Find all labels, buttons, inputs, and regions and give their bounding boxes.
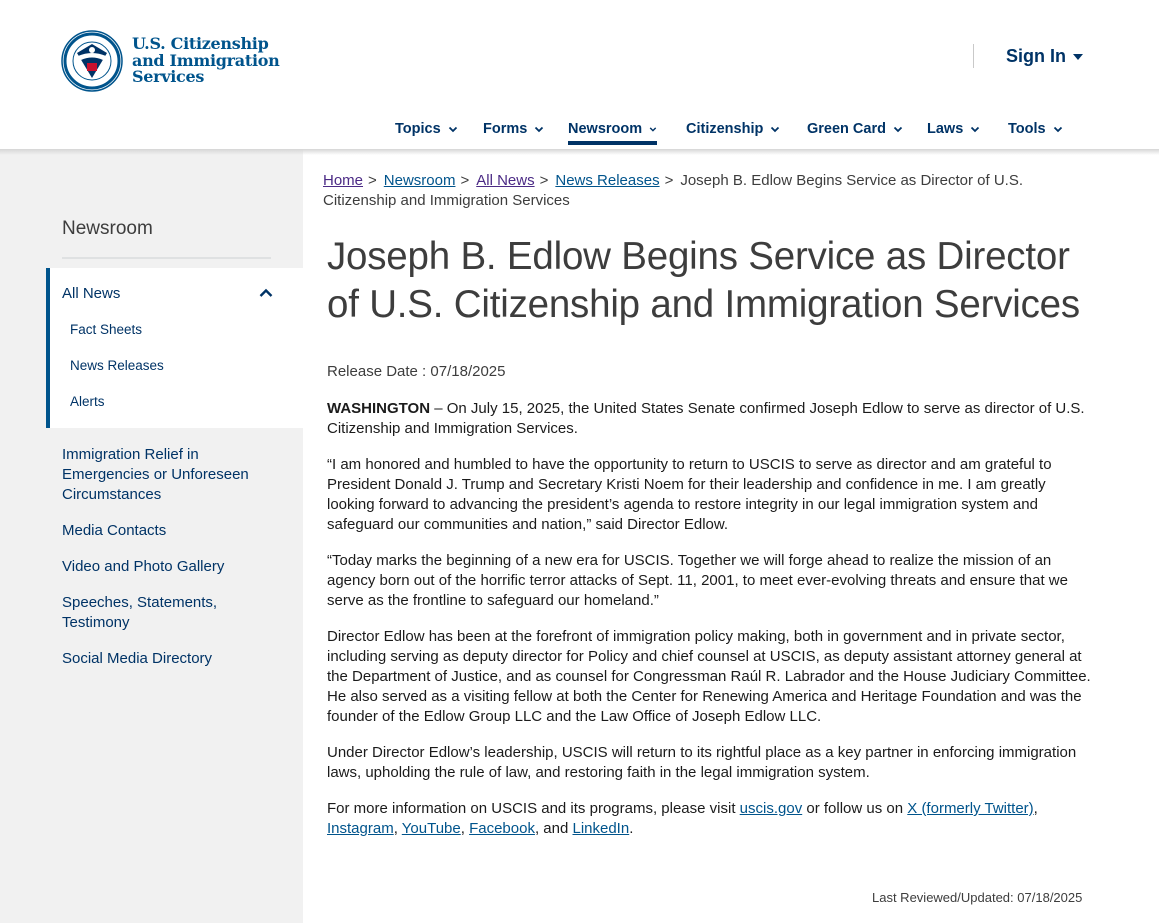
nav-topics-label: Topics [395, 121, 441, 137]
sidebar-item-immigration-relief[interactable]: Immigration Relief in Emergencies or Unforeseen Circumstances [62, 446, 249, 503]
breadcrumb-separator: > [539, 172, 549, 189]
agency-name [132, 36, 279, 86]
nav-laws-label: Laws [927, 121, 964, 137]
comma: , [393, 820, 402, 837]
release-date-label: Release Date : [327, 363, 427, 380]
comma: , [1033, 800, 1038, 817]
nav-newsroom-label: Newsroom [568, 121, 643, 137]
sidebar-title: Newsroom [62, 218, 153, 239]
article-paragraph-4: Director Edlow has been at the forefront of immigration policy making, both in government and in private sector, including serving as deputy director for Policy and chief counsel at USCIS, as deputy assistant attorney general at the Department of Justice, and as counsel for Congressman Raúl R. Labrador and the House Judiciary Committee. He also served as a visiting fellow at both the Center for Renewing America and Heritage Foundation and was the founder of the Edlow Group LLC and the Law Office of Joseph Edlow LLC. [327, 628, 1091, 725]
sign-in-label: Sign In [1006, 46, 1066, 66]
last-updated-label: Last Reviewed/Updated: [872, 890, 1014, 905]
nav-laws[interactable] [927, 113, 1008, 145]
release-date [327, 363, 505, 380]
nav-green-card-label: Green Card [807, 121, 886, 137]
and-text: , and [534, 820, 573, 837]
chevron-down-icon [448, 124, 458, 134]
sidebar-item-alerts[interactable]: Alerts [70, 394, 105, 409]
breadcrumb-current: Joseph B. Edlow Begins Service as Director of U.S. Citizenship and Immigration Services [323, 172, 1023, 209]
release-date-value: 07/18/2025 [430, 363, 506, 380]
main-navigation [395, 113, 1078, 145]
agency-name-line-1: U.S. Citizenship [132, 34, 269, 54]
linkedin-link[interactable]: LinkedIn [572, 820, 630, 837]
breadcrumb-separator: > [460, 172, 470, 189]
breadcrumb-all-news[interactable]: All News [476, 172, 535, 189]
nav-newsroom[interactable] [568, 113, 657, 145]
nav-topics[interactable] [395, 113, 483, 145]
nav-tools-label: Tools [1008, 121, 1046, 137]
nav-forms-label: Forms [483, 121, 528, 137]
sidebar-item-speeches[interactable]: Speeches, Statements, Testimony [62, 594, 218, 631]
sidebar-item-social-media-directory[interactable]: Social Media Directory [62, 650, 213, 667]
chevron-down-icon [649, 124, 657, 134]
sidebar [0, 149, 303, 923]
instagram-link[interactable]: Instagram [327, 820, 394, 837]
nav-citizenship[interactable] [686, 113, 807, 145]
last-updated [872, 890, 1082, 905]
article-paragraph-5: Under Director Edlow’s leadership, USCIS will return to its rightful place as a key partner in enforcing immigration laws, upholding the rule of law, and restoring faith in the legal immigration system. [327, 744, 1077, 781]
sidebar-section-all-news [46, 268, 303, 428]
chevron-down-icon [534, 124, 544, 134]
agency-logo[interactable] [61, 30, 279, 92]
period: . [629, 820, 634, 837]
paragraph-1-text: – On July 15, 2025, the United States Senate confirmed Joseph Edlow to serve as director of U.S. Citizenship and Immigration Services. [327, 400, 1085, 437]
article-paragraph-6 [327, 799, 1097, 839]
agency-name-line-3: Services [132, 67, 205, 87]
site-header [0, 0, 1159, 149]
nav-forms[interactable] [483, 113, 568, 145]
header-divider [973, 44, 974, 68]
comma: , [460, 820, 470, 837]
breadcrumb-separator: > [368, 172, 377, 189]
breadcrumb-newsroom[interactable]: Newsroom [383, 172, 456, 189]
last-updated-date: 07/18/2025 [1017, 890, 1083, 905]
sidebar-item-all-news[interactable]: All News [62, 285, 121, 302]
paragraph-6-intro: For more information on USCIS and its programs, please visit [327, 800, 740, 817]
article-paragraph-3: “Today marks the beginning of a new era for USCIS. Together we will forge ahead to realize the mission of an agency born out of the horrific terror attacks of Sept. 11, 2001, to meet ever-evolving threats and ensure that we serve as the frontline to safeguard our homeland.” [327, 552, 1068, 609]
caret-down-icon [1073, 54, 1083, 60]
x-twitter-link[interactable]: X (formerly Twitter) [907, 800, 1034, 817]
page-title: Joseph B. Edlow Begins Service as Director of U.S. Citizenship and Immigration Services [327, 235, 1080, 326]
header-shadow [0, 149, 1159, 155]
nav-green-card[interactable] [807, 113, 927, 145]
dhs-seal-icon [61, 30, 123, 92]
sidebar-item-news-releases[interactable]: News Releases [70, 358, 164, 373]
nav-tools[interactable] [1008, 113, 1078, 145]
breadcrumb-separator: > [664, 172, 674, 189]
article-paragraph-2: “I am honored and humbled to have the opportunity to return to USCIS to serve as director and am grateful to President Donald J. Trump and Secretary Kristi Noem for their leadership and confidence in me. I am greatly looking forward to advancing the president’s agenda to restore integrity in our legal immigration system and safeguard our communities and nation,” said Director Edlow. [327, 456, 1052, 533]
sidebar-item-video-photo-gallery[interactable]: Video and Photo Gallery [62, 558, 225, 575]
breadcrumb-news-releases[interactable]: News Releases [555, 172, 660, 189]
chevron-down-icon [970, 124, 980, 134]
uscis-gov-link[interactable]: uscis.gov [739, 800, 803, 817]
chevron-up-icon[interactable] [258, 285, 274, 301]
sign-in-button[interactable] [1006, 46, 1083, 67]
sidebar-divider [62, 257, 271, 259]
sidebar-item-fact-sheets[interactable]: Fact Sheets [70, 322, 143, 337]
sidebar-item-media-contacts[interactable]: Media Contacts [62, 522, 167, 539]
chevron-down-icon [1053, 124, 1063, 134]
dateline: WASHINGTON [327, 400, 431, 417]
chevron-down-icon [893, 124, 903, 134]
agency-name-line-2: and Immigration [132, 50, 280, 70]
facebook-link[interactable]: Facebook [469, 820, 535, 837]
nav-citizenship-label: Citizenship [686, 121, 764, 137]
paragraph-6-follow: or follow us on [802, 800, 908, 817]
youtube-link[interactable]: YouTube [401, 820, 461, 837]
breadcrumb-home[interactable]: Home [323, 172, 364, 189]
breadcrumb [323, 171, 1093, 211]
chevron-down-icon [770, 124, 780, 134]
article-paragraph-1 [327, 399, 1097, 439]
